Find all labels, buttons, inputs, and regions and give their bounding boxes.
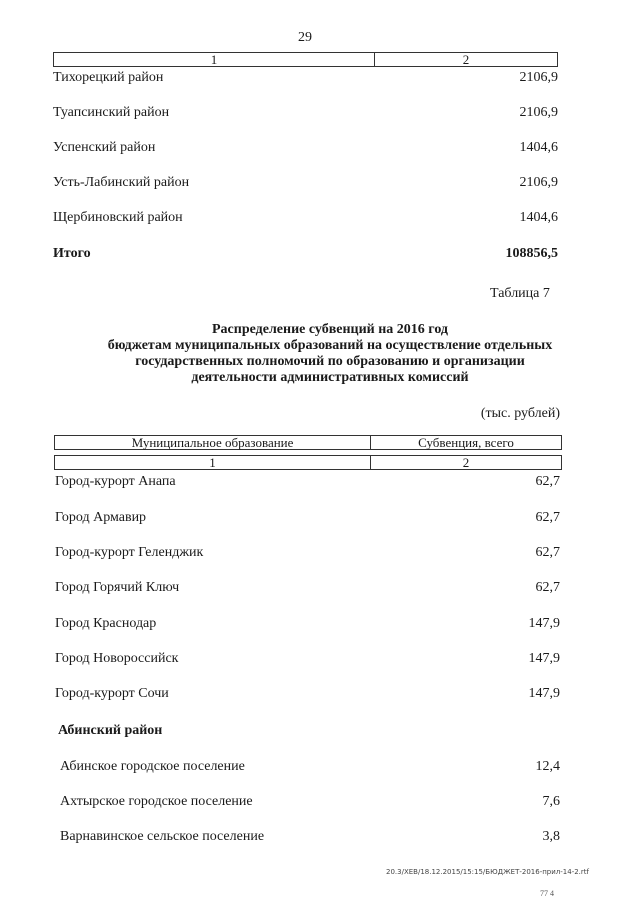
header-col2-number: 2 [370, 456, 561, 469]
table7-row [55, 651, 560, 667]
table7-title [30, 322, 630, 386]
header-col1-number: 1 [209, 455, 216, 470]
row-name: Город Краснодар [55, 616, 157, 631]
row-name: Ахтырское городское поселение [60, 794, 253, 809]
header-subvention: Субвенция, всего [370, 436, 561, 449]
footer-mark: 77 4 [540, 889, 554, 898]
row-name: Город-курорт Сочи [55, 686, 169, 701]
row-value: 2106,9 [519, 105, 558, 120]
row-name: Город-курорт Анапа [55, 474, 176, 489]
title-line: деятельности административных комиссий [191, 370, 469, 385]
table6-row [53, 210, 558, 226]
row-value: 147,9 [528, 651, 560, 666]
table7-row [55, 616, 560, 632]
table7-row [55, 474, 560, 490]
row-name: Усть-Лабинский район [53, 175, 190, 190]
table6-row [53, 70, 558, 86]
row-name: Туапсинский район [53, 105, 170, 120]
row-value: 1404,6 [519, 140, 558, 155]
row-value: 1404,6 [519, 210, 558, 225]
group-name: Абинский район [58, 723, 163, 738]
page-number: 29 [298, 30, 312, 45]
table7-subrow [60, 759, 560, 775]
group-heading [58, 723, 563, 739]
table6-row [53, 105, 558, 121]
row-name: Город Горячий Ключ [55, 580, 180, 595]
total-label: Итого [53, 246, 91, 261]
table7-label: Таблица 7 [490, 286, 550, 301]
title-line: государственных полномочий по образованию и организации [135, 354, 525, 369]
total-value: 108856,5 [505, 246, 558, 261]
row-name: Тихорецкий район [53, 70, 164, 85]
table7-subrow [60, 794, 560, 810]
row-value: 7,6 [542, 794, 560, 809]
row-name: Варнавинское сельское поселение [60, 829, 265, 844]
table6-row [53, 175, 558, 191]
table6-header-col2: 2 [374, 53, 557, 66]
table7-row [55, 545, 560, 561]
table6-header-col1: 1 [210, 52, 218, 67]
row-name: Город-курорт Геленджик [55, 545, 204, 560]
row-value: 2106,9 [519, 70, 558, 85]
title-line: бюджетам муниципальных образований на осуществление отдельных [107, 338, 553, 353]
footer-file-code: 20.3/ХЕВ/18.12.2015/15:15/БЮДЖЕТ-2016-прил-14-2.rtf [386, 868, 589, 876]
table7-row [55, 510, 560, 526]
row-name: Абинское городское поселение [60, 759, 245, 774]
row-value: 2106,9 [519, 175, 558, 190]
row-value: 12,4 [535, 759, 560, 774]
table6-header [53, 52, 558, 67]
row-name: Город Новороссийск [55, 651, 179, 666]
table7-header [54, 435, 562, 450]
table6-total-row [53, 246, 558, 262]
table7-row [55, 686, 560, 702]
table6-row [53, 140, 558, 156]
row-value: 147,9 [528, 616, 560, 631]
row-name: Успенский район [53, 140, 156, 155]
row-value: 62,7 [535, 545, 560, 560]
row-value: 62,7 [535, 510, 560, 525]
row-name: Щербиновский район [53, 210, 183, 225]
table7-row [55, 580, 560, 596]
row-value: 147,9 [528, 686, 560, 701]
table7-subrow [60, 829, 560, 845]
row-value: 62,7 [535, 580, 560, 595]
units-label: (тыс. рублей) [480, 406, 560, 421]
row-name: Город Армавир [55, 510, 147, 525]
header-municipality: Муниципальное образование [131, 435, 294, 450]
row-value: 3,8 [542, 829, 560, 844]
table7-header-numbers [54, 455, 562, 470]
row-value: 62,7 [535, 474, 560, 489]
title-line: Распределение субвенций на 2016 год [212, 322, 448, 337]
